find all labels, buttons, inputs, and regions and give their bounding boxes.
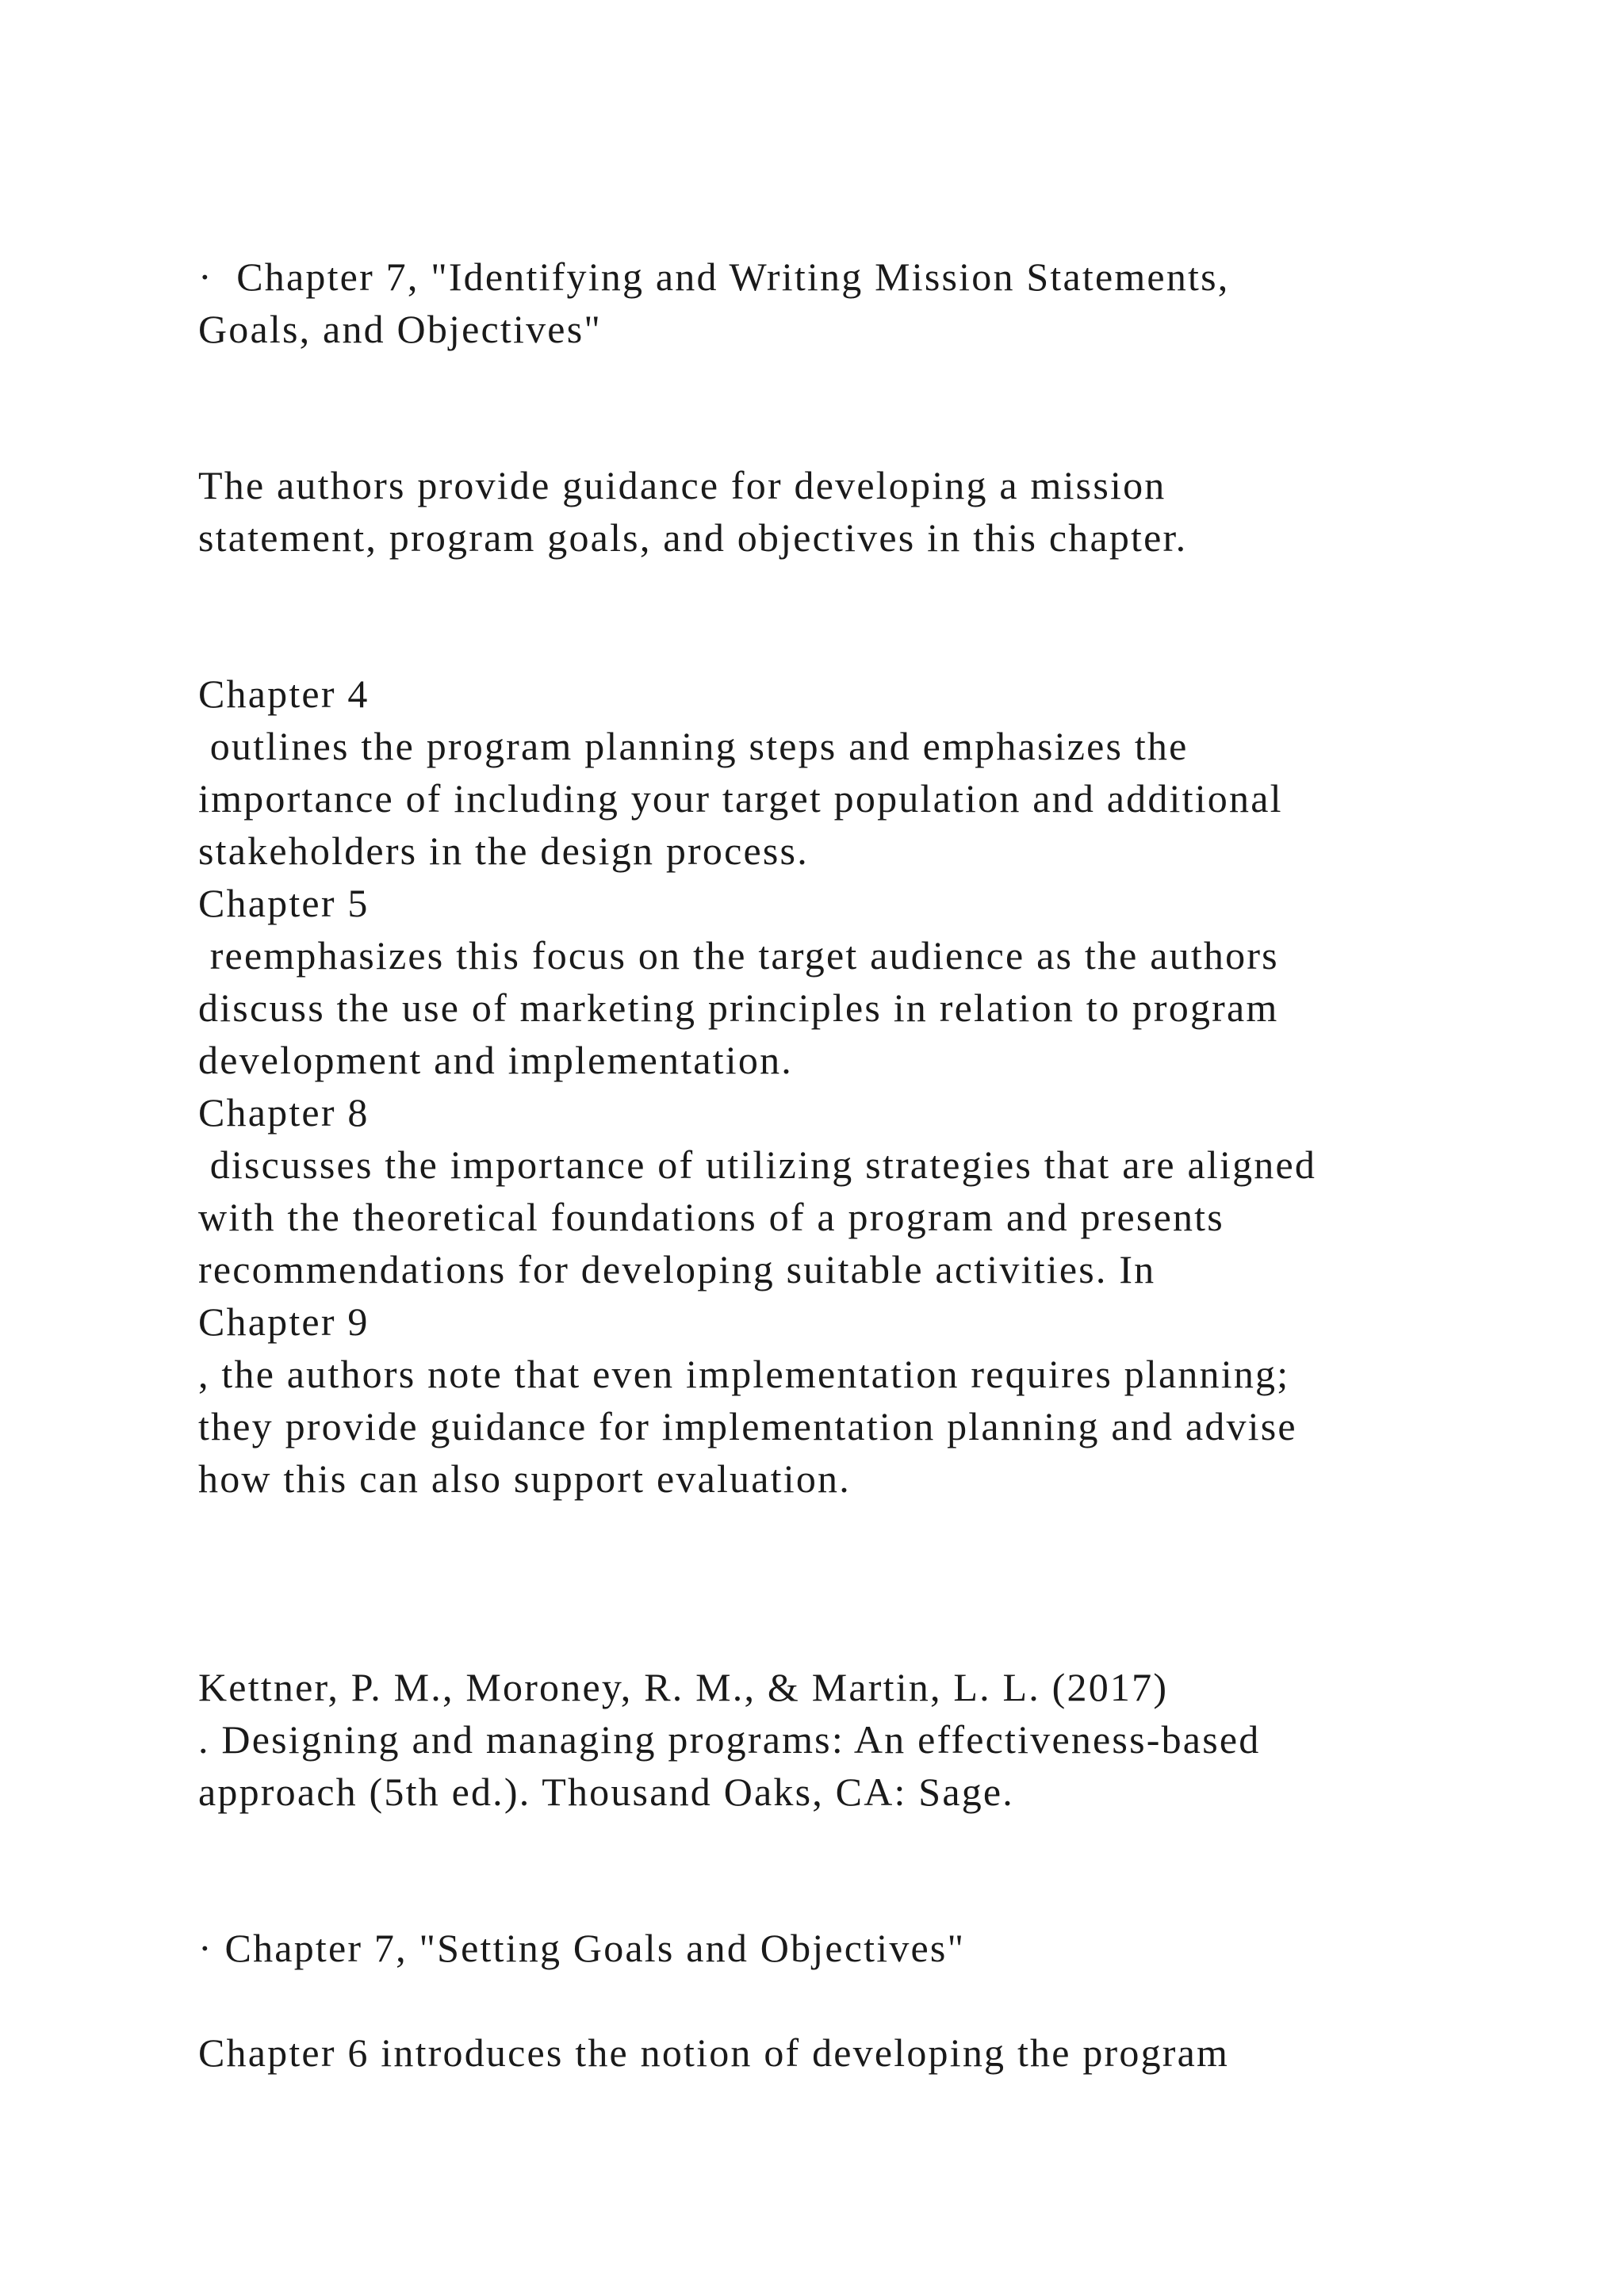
body-line: importance of including your target population and additional [198, 776, 1283, 821]
body-line: , the authors note that even implementation requires planning; [198, 1352, 1290, 1396]
intro-line-1: The authors provide guidance for developing a mission [198, 463, 1166, 507]
body-line: discuss the use of marketing principles in relation to program [198, 985, 1279, 1030]
chapter-label: Chapter 5 [198, 881, 370, 925]
chapter-label: Chapter 8 [198, 1090, 370, 1135]
body-line: development and implementation. [198, 1038, 793, 1082]
chapter-label: Chapter 9 [198, 1299, 370, 1344]
body-line: outlines the program planning steps and emphasizes the [198, 724, 1189, 768]
body-line: how this can also support evaluation. [198, 1456, 851, 1501]
section-heading-2: · Chapter 7, "Setting Goals and Objectives" [198, 1926, 966, 1970]
body-line: recommendations for developing suitable activities. In [198, 1247, 1156, 1292]
reference-line-3: approach (5th ed.). Thousand Oaks, CA: Sage. [198, 1770, 1015, 1814]
reference-line-1: Kettner, P. M., Moroney, R. M., & Martin, L. L. (2017) [198, 1665, 1169, 1709]
reference-line-2: . Designing and managing programs: An effectiveness-based [198, 1717, 1261, 1762]
chapter-label: Chapter 4 [198, 672, 370, 716]
body-line: with the theoretical foundations of a program and presents [198, 1195, 1224, 1239]
section-heading-line-2: Goals, and Objectives" [198, 307, 602, 351]
body-line: reemphasizes this focus on the target audience as the authors [198, 933, 1279, 978]
intro-line-2: statement, program goals, and objectives in this chapter. [198, 515, 1188, 560]
closing-line-1: Chapter 6 introduces the notion of developing the program [198, 2030, 1230, 2075]
body-line: stakeholders in the design process. [198, 828, 809, 873]
section-heading-line-1: · Chapter 7, "Identifying and Writing Mission Statements, [198, 254, 1230, 299]
body-line: they provide guidance for implementation planning and advise [198, 1404, 1297, 1448]
body-line: discusses the importance of utilizing strategies that are aligned [198, 1142, 1317, 1187]
